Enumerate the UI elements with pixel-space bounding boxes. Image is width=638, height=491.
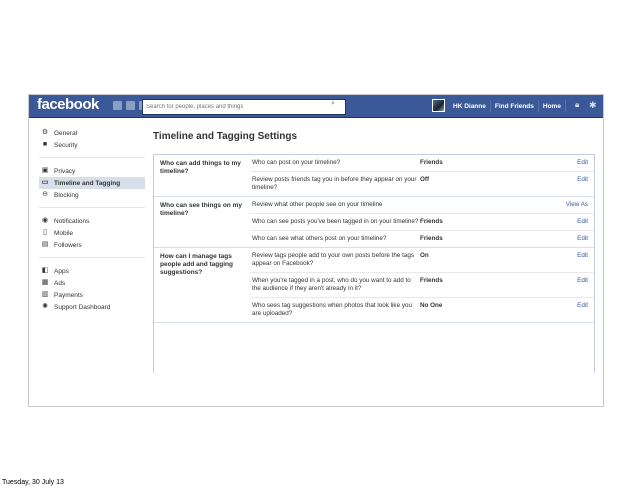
section-heading: Who can see things on my timeline? (160, 202, 242, 217)
support-icon: ✺ (42, 303, 48, 310)
section-rows (250, 155, 594, 196)
settings-section (154, 197, 594, 248)
profile-link[interactable]: HK Dianne (453, 102, 486, 110)
setting-value: Friends (420, 159, 443, 166)
top-bar (29, 95, 603, 118)
setting-row (250, 197, 594, 214)
divider (565, 100, 566, 112)
followers-icon: ▤ (41, 241, 49, 248)
sidebar-group (39, 127, 145, 158)
sidebar-item-label: Apps (54, 267, 69, 275)
timeline-icon: ▭ (41, 179, 49, 186)
setting-row (250, 172, 594, 196)
edit-link[interactable]: Edit (577, 302, 588, 309)
sidebar-item-label: Mobile (54, 229, 74, 237)
sidebar-item-label: Followers (54, 241, 82, 249)
sidebar-item-label: Ads (54, 279, 66, 287)
section-heading: Who can add things to my timeline? (160, 160, 241, 175)
sidebar-item[interactable] (39, 139, 145, 151)
sidebar-item[interactable] (39, 127, 145, 139)
setting-value: Friends (420, 277, 443, 284)
setting-question: Who sees tag suggestions when photos that look like you are uploaded? (252, 302, 412, 317)
setting-value: On (420, 252, 429, 259)
ads-icon: ▦ (41, 279, 49, 286)
facebook-logo[interactable]: facebook (37, 96, 99, 113)
edit-link[interactable]: View As (565, 201, 588, 208)
messages-icon[interactable] (126, 101, 135, 110)
sidebar-item-label: Security (54, 141, 78, 149)
section-rows (250, 197, 594, 247)
blocking-icon: ⊖ (42, 191, 48, 198)
settings-card (153, 154, 595, 373)
edit-link[interactable]: Edit (577, 176, 588, 183)
setting-question: Who can post on your timeline? (252, 159, 341, 166)
settings-sidebar (39, 127, 145, 326)
search-input[interactable] (142, 99, 346, 115)
settings-section (154, 155, 594, 197)
setting-value: No One (420, 302, 443, 309)
setting-value: Off (420, 176, 430, 183)
apps-icon: ◧ (41, 267, 49, 274)
mobile-icon: ▯ (43, 229, 47, 236)
edit-link[interactable]: Edit (577, 235, 588, 242)
payments-icon: ▥ (41, 291, 49, 298)
sidebar-item[interactable] (39, 265, 145, 277)
friend-requests-icon[interactable] (113, 101, 122, 110)
settings-section (154, 248, 594, 323)
avatar[interactable] (432, 99, 445, 112)
top-links (449, 95, 566, 117)
sidebar-item[interactable] (39, 301, 145, 313)
sidebar-item[interactable] (39, 289, 145, 301)
sidebar-item-label: Payments (54, 291, 83, 299)
setting-question: Review what other people see on your timeline (252, 201, 383, 208)
sidebar-item[interactable] (39, 177, 145, 189)
notifications-icon: ◉ (41, 217, 49, 224)
privacy-icon: ▣ (41, 167, 49, 174)
facebook-window (28, 94, 604, 407)
sidebar-item-label: Blocking (54, 191, 79, 199)
sidebar-item[interactable] (39, 165, 145, 177)
sidebar-item[interactable] (39, 239, 145, 251)
section-rows (250, 248, 594, 322)
sidebar-item-label: Timeline and Tagging (54, 179, 121, 187)
home-link[interactable]: Home (542, 102, 561, 110)
slide-date: Tuesday, 30 July 13 (2, 479, 64, 486)
setting-value: Friends (420, 235, 443, 242)
sidebar-group (39, 265, 145, 319)
sidebar-item-label: General (54, 129, 78, 137)
security-icon: ■ (42, 141, 48, 148)
privacy-shortcuts-icon[interactable]: 🔒︎ (575, 100, 580, 109)
account-settings-icon[interactable]: ✱ (589, 100, 597, 110)
search-icon[interactable]: ⌕ (331, 100, 335, 107)
page-title: Timeline and Tagging Settings (153, 131, 298, 142)
find-friends-link[interactable]: Find Friends (494, 102, 534, 110)
sidebar-item[interactable] (39, 189, 145, 201)
sidebar-item-label: Support Dashboard (54, 303, 111, 311)
sidebar-item[interactable] (39, 227, 145, 239)
main-content (153, 125, 593, 373)
setting-value: Friends (420, 218, 443, 225)
gear-icon: ⚙ (41, 129, 49, 136)
edit-link[interactable]: Edit (577, 218, 588, 225)
setting-question: Who can see what others post on your timeline? (252, 235, 387, 242)
sidebar-item-label: Notifications (54, 217, 90, 225)
setting-row (250, 155, 594, 172)
setting-question: Review posts friends tag you in before they appear on your timeline? (252, 176, 417, 191)
edit-link[interactable]: Edit (577, 159, 588, 166)
sidebar-item[interactable] (39, 277, 145, 289)
setting-value (420, 201, 520, 209)
sidebar-item[interactable] (39, 215, 145, 227)
edit-link[interactable]: Edit (577, 277, 588, 284)
sidebar-group (39, 215, 145, 258)
setting-row (250, 231, 594, 247)
sidebar-item-label: Privacy (54, 167, 76, 175)
edit-link[interactable]: Edit (577, 252, 588, 259)
setting-question: When you're tagged in a post, who do you want to add to the audience if they aren't already in it? (252, 277, 411, 292)
sidebar-group (39, 165, 145, 208)
setting-question: Review tags people add to your own posts before the tags appear on Facebook? (252, 252, 415, 267)
setting-row (250, 248, 594, 273)
setting-row (250, 273, 594, 298)
setting-row (250, 298, 594, 322)
setting-question: Who can see posts you've been tagged in on your timeline? (252, 218, 419, 225)
section-heading: How can I manage tags people add and tagging suggestions? (160, 253, 233, 276)
setting-row (250, 214, 594, 231)
